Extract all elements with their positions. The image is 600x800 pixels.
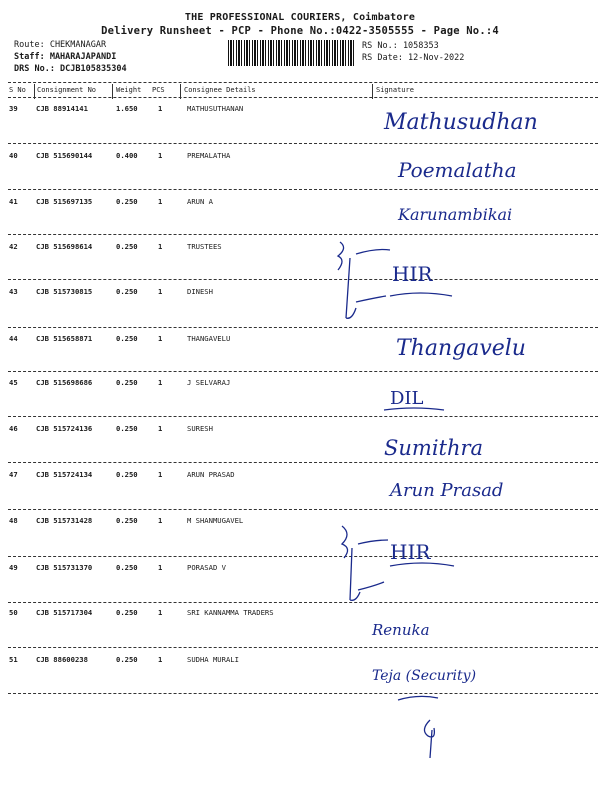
row-pcs: 1 [158,334,163,343]
row-consignment: CJB 515724134 [36,470,93,479]
row-weight: 0.250 [116,608,138,617]
row-pcs: 1 [158,287,163,296]
rs-number: RS No.: 1058353 [362,41,439,51]
row-weight: 0.250 [116,470,138,479]
row-consignment: CJB 88914141 [36,104,88,113]
row-consignee: ARUN PRASAD [187,470,235,479]
row-sno: 48 [9,516,18,525]
row-weight: 0.250 [116,655,138,664]
row-consignee: SRI KANNAMMA TRADERS [187,608,274,617]
row-sno: 43 [9,287,18,296]
row-consignment: CJB 515697135 [36,197,93,206]
bracket-mark [346,258,356,318]
col-header-consignment: Consignment No [37,86,97,94]
row-sno: 49 [9,563,18,572]
row-weight: 1.650 [116,104,138,113]
bracket-mark [342,526,348,558]
row-consignment: CJB 515698686 [36,378,93,387]
initial-mark [424,720,434,758]
row-weight: 0.250 [116,563,138,572]
signature: Renuka [372,621,430,639]
row-pcs: 1 [158,242,163,251]
row-pcs: 1 [158,151,163,160]
connector-line [356,250,390,255]
underline-mark [390,293,452,296]
rs-date: RS Date: 12-Nov-2022 [362,53,465,63]
row-sno: 39 [9,104,18,113]
row-weight: 0.250 [116,242,138,251]
row-consignment: CJB 515717304 [36,608,93,617]
row-pcs: 1 [158,608,163,617]
col-header-weight: Weight [116,86,142,94]
signature: Thangavelu [396,336,526,361]
row-weight: 0.250 [116,424,138,433]
row-consignment: CJB 515698614 [36,242,93,251]
row-pcs: 1 [158,563,163,572]
signature: HIR [390,540,431,564]
signature: Sumithra [384,436,484,460]
row-consignee: PORASAD V [187,563,226,572]
bracket-mark [350,548,360,600]
row-consignee: THANGAVELU [187,334,231,343]
row-consignment: CJB 515658871 [36,334,93,343]
connector-line [356,296,386,302]
drs-number: DRS No.: DCJB105835304 [14,64,127,74]
row-consignee: SURESH [187,424,213,433]
row-consignment: CJB 515730815 [36,287,93,296]
row-sno: 50 [9,608,18,617]
row-consignment: CJB 515731428 [36,516,93,525]
row-pcs: 1 [158,470,163,479]
row-weight: 0.250 [116,197,138,206]
connector-line [358,540,388,544]
row-pcs: 1 [158,378,163,387]
row-consignee: MATHUSUTHANAN [187,104,244,113]
row-consignee: ARUN A [187,197,213,206]
row-sno: 47 [9,470,18,479]
row-consignee: PREMALATHA [187,151,231,160]
row-consignee: M SHANMUGAVEL [187,516,244,525]
row-sno: 46 [9,424,18,433]
row-pcs: 1 [158,516,163,525]
signature: HIR [392,262,433,286]
row-weight: 0.250 [116,287,138,296]
runsheet-subtitle: Delivery Runsheet - PCP - Phone No.:0422-3505555 - Page No.:4 [101,25,499,37]
connector-line [358,582,384,590]
signature: Karunambikai [398,205,513,224]
route-label: Route: CHEKMANAGAR [14,40,107,50]
underline-mark [390,563,454,566]
row-pcs: 1 [158,197,163,206]
signature: DIL [390,388,424,409]
row-consignee: J SELVARAJ [187,378,231,387]
row-consignment: CJB 88600238 [36,655,88,664]
row-sno: 45 [9,378,18,387]
row-sno: 41 [9,197,18,206]
row-pcs: 1 [158,655,163,664]
row-weight: 0.250 [116,516,138,525]
row-weight: 0.250 [116,378,138,387]
row-sno: 51 [9,655,18,664]
signature: Arun Prasad [390,480,504,501]
row-weight: 0.400 [116,151,138,160]
underline-mark [384,408,444,410]
col-header-consignee: Consignee Details [184,86,256,94]
underline-mark [398,696,438,700]
signature: Mathusudhan [384,110,538,135]
row-pcs: 1 [158,104,163,113]
row-consignee: DINESH [187,287,213,296]
company-title: THE PROFESSIONAL COURIERS, Coimbatore [184,12,416,23]
row-consignee: TRUSTEES [187,242,222,251]
signature: Teja (Security) [372,668,477,684]
bracket-mark [338,242,344,270]
col-header-signature: Signature [376,86,414,94]
signature: Poemalatha [398,158,517,182]
staff-label: Staff: MAHARAJAPANDI [14,52,117,62]
row-weight: 0.250 [116,334,138,343]
row-pcs: 1 [158,424,163,433]
row-consignee: SUDHA MURALI [187,655,239,664]
row-sno: 40 [9,151,18,160]
row-consignment: CJB 515690144 [36,151,93,160]
row-consignment: CJB 515724136 [36,424,93,433]
col-header-sno: S No [9,86,26,94]
col-header-pcs: PCS [152,86,165,94]
row-consignment: CJB 515731370 [36,563,93,572]
row-sno: 42 [9,242,18,251]
row-sno: 44 [9,334,18,343]
